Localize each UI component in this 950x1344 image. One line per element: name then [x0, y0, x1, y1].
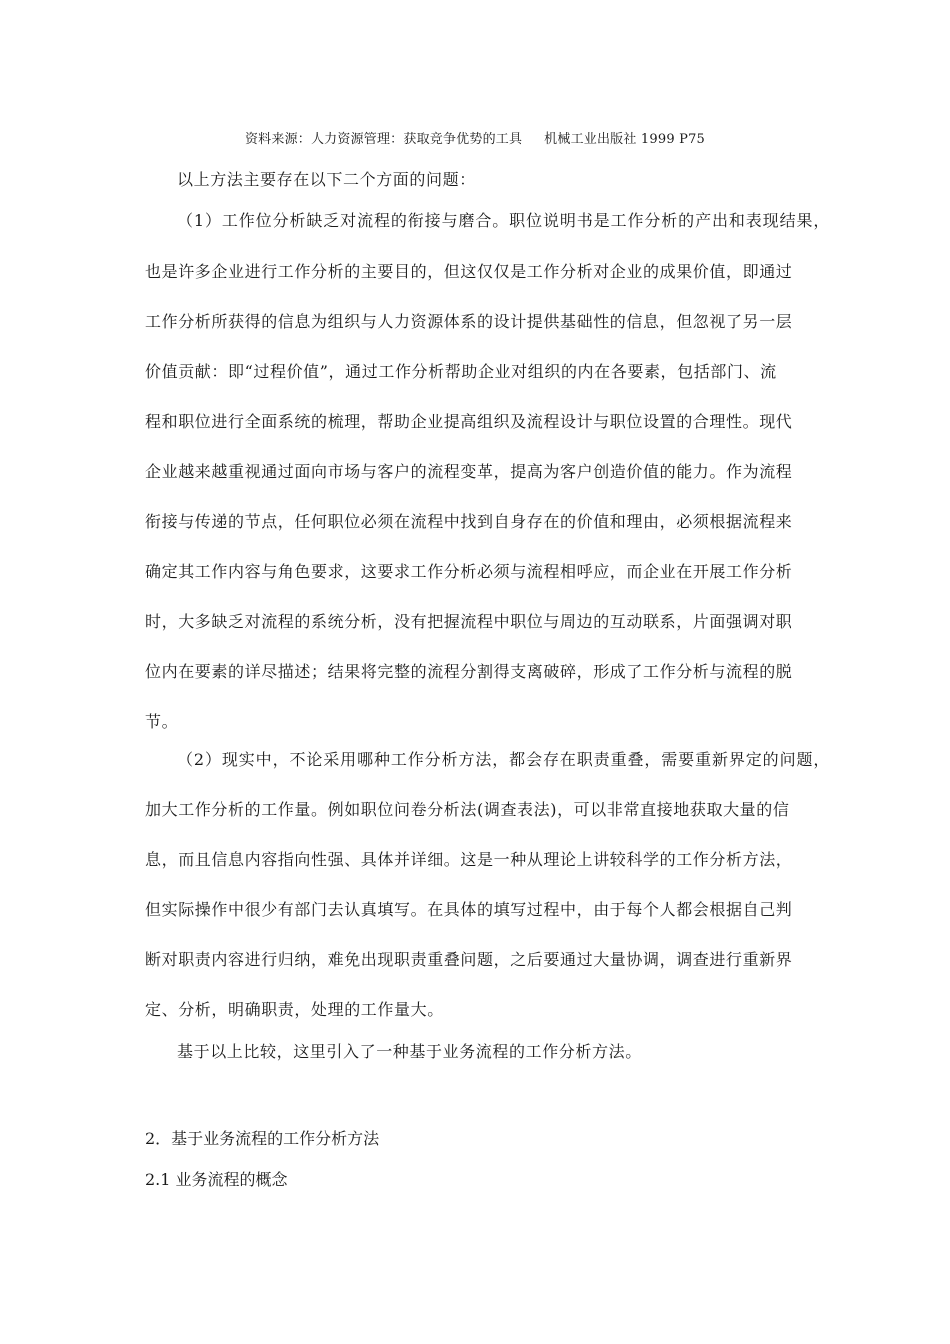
paragraph-line: （1）工作位分析缺乏对流程的衔接与磨合。职位说明书是工作分析的产出和表现结果， — [177, 211, 831, 230]
paragraph-line: 加大工作分析的工作量。例如职位问卷分析法(调查表法)，可以非常直接地获取大量的信 — [145, 800, 790, 819]
paragraph-intro: 以上方法主要存在以下二个方面的问题： — [177, 170, 476, 189]
paragraph-line: 工作分析所获得的信息为组织与人力资源体系的设计提供基础性的信息，但忽视了另一层 — [145, 312, 793, 331]
paragraph-line: 也是许多企业进行工作分析的主要目的，但这仅仅是工作分析对企业的成果价值，即通过 — [145, 262, 793, 281]
paragraph-line: 但实际操作中很少有部门去认真填写。在具体的填写过程中，由于每个人都会根据自己判 — [145, 900, 793, 919]
subsection-heading: 2.1 业务流程的概念 — [145, 1170, 288, 1189]
paragraph-line: 息，而且信息内容指向性强、具体并详细。这是一种从理论上讲较科学的工作分析方法， — [145, 850, 793, 869]
paragraph-line: 节。 — [145, 712, 179, 731]
paragraph-conclusion: 基于以上比较，这里引入了一种基于业务流程的工作分析方法。 — [177, 1042, 642, 1061]
paragraph-line: 程和职位进行全面系统的梳理，帮助企业提高组织及流程设计与职位设置的合理性。现代 — [145, 412, 793, 431]
paragraph-line: 价值贡献：即“过程价值”，通过工作分析帮助企业对组织的内在各要素，包括部门、流 — [145, 362, 777, 381]
source-note-prefix: 资料来源：人力资源管理：获取竞争优势的工具 — [244, 132, 523, 147]
source-note — [0, 128, 950, 147]
source-note-publisher: 机械工业出版社 1999 P75 — [544, 132, 706, 147]
paragraph-line: 衔接与传递的节点，任何职位必须在流程中找到自身存在的价值和理由，必须根据流程来 — [145, 512, 793, 531]
paragraph-line: 定、分析，明确职责，处理的工作量大。 — [145, 1000, 444, 1019]
paragraph-line: 断对职责内容进行归纳，难免出现职责重叠问题，之后要通过大量协调，调查进行重新界 — [145, 950, 793, 969]
paragraph-line: 时，大多缺乏对流程的系统分析，没有把握流程中职位与周边的互动联系，片面强调对职 — [145, 612, 793, 631]
paragraph-line: 企业越来越重视通过面向市场与客户的流程变革，提高为客户创造价值的能力。作为流程 — [145, 462, 793, 481]
paragraph-line: 确定其工作内容与角色要求，这要求工作分析必须与流程相呼应，而企业在开展工作分析 — [145, 562, 793, 581]
paragraph-line: 位内在要素的详尽描述；结果将完整的流程分割得支离破碎，形成了工作分析与流程的脱 — [145, 662, 793, 681]
paragraph-line: （2）现实中，不论采用哪种工作分析方法，都会存在职责重叠，需要重新界定的问题， — [177, 750, 831, 769]
section-heading: 2．基于业务流程的工作分析方法 — [145, 1129, 380, 1148]
